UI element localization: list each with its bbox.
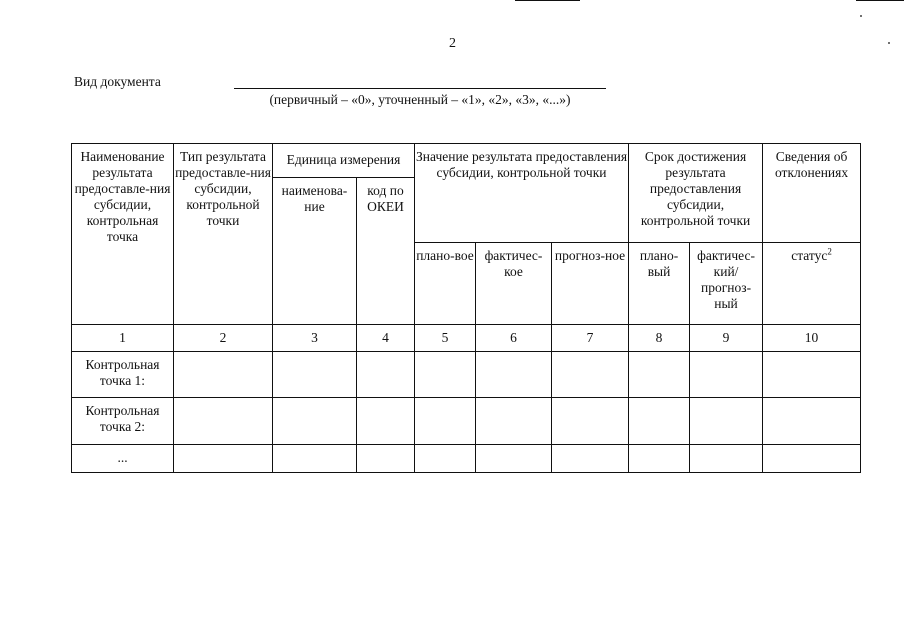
table-cell [552,445,629,473]
column-number: 4 [357,325,415,352]
table-cell [415,398,476,445]
header-value-planned: плано-вое [415,243,476,325]
scan-edge-mark [515,0,580,1]
column-number: 5 [415,325,476,352]
header-result-type: Тип результата предоставле-ния субсидии, контрольной точки [174,144,273,325]
table-cell [174,445,273,473]
table-cell [690,352,763,398]
table-cell [476,398,552,445]
column-number-row [72,325,861,352]
header-deadline-planned: плано-вый [629,243,690,325]
table-cell [357,445,415,473]
table-cell [174,398,273,445]
table-row [72,398,861,445]
scan-speck [860,15,862,17]
column-number: 9 [690,325,763,352]
header-value-group: Значение результата предоставления субсидии, контрольной точки [415,144,629,243]
table-row [72,445,861,473]
header-value-forecast: прогноз-ное [552,243,629,325]
table-cell [690,445,763,473]
table-cell [273,445,357,473]
table-cell [273,352,357,398]
table-cell [476,352,552,398]
header-deadline-group: Срок достижения результата предоставления субсидии, контрольной точки [629,144,763,243]
control-points-table [71,143,861,473]
table-cell [415,445,476,473]
header-deviation-status: статус$^2$ [763,243,861,325]
column-number: 6 [476,325,552,352]
table-cell [476,445,552,473]
table-cell [552,352,629,398]
header-unit-group: Единица измерения [273,144,415,178]
column-number: 8 [629,325,690,352]
column-number: 1 [72,325,174,352]
table-cell [629,398,690,445]
row-label: ... [72,445,174,473]
table-cell [273,398,357,445]
row-label: Контрольная точка 1: [72,352,174,398]
header-value-actual: фактичес-кое [476,243,552,325]
document-type-fill-line [234,88,606,89]
row-label: Контрольная точка 2: [72,398,174,445]
header-result-name: Наименование результата предоставле-ния субсидии, контрольная точка [72,144,174,325]
table-cell [763,445,861,473]
table-cell [763,398,861,445]
header-deviation-group: Сведения об отклонениях [763,144,861,243]
column-number: 10 [763,325,861,352]
column-number: 7 [552,325,629,352]
table-cell [357,398,415,445]
page-number: 2 [449,36,456,51]
table-cell [174,352,273,398]
footnote-marker: 2 [827,246,832,257]
table-cell [357,352,415,398]
table-cell [552,398,629,445]
header-unit-name: наименова-ние [273,178,357,325]
table-cell [763,352,861,398]
table-row [72,352,861,398]
document-type-hint: (первичный – «0», уточненный – «1», «2», «3», «...») [269,92,571,107]
table-cell [629,352,690,398]
document-type-label: Вид документа [74,74,161,89]
header-deadline-actual: фактичес-кий/ прогноз-ный [690,243,763,325]
column-number: 3 [273,325,357,352]
table-cell [629,445,690,473]
column-number: 2 [174,325,273,352]
table-cell [415,352,476,398]
table-cell [690,398,763,445]
header-unit-okei-code: код по ОКЕИ [357,178,415,325]
scan-edge-mark [856,0,904,1]
